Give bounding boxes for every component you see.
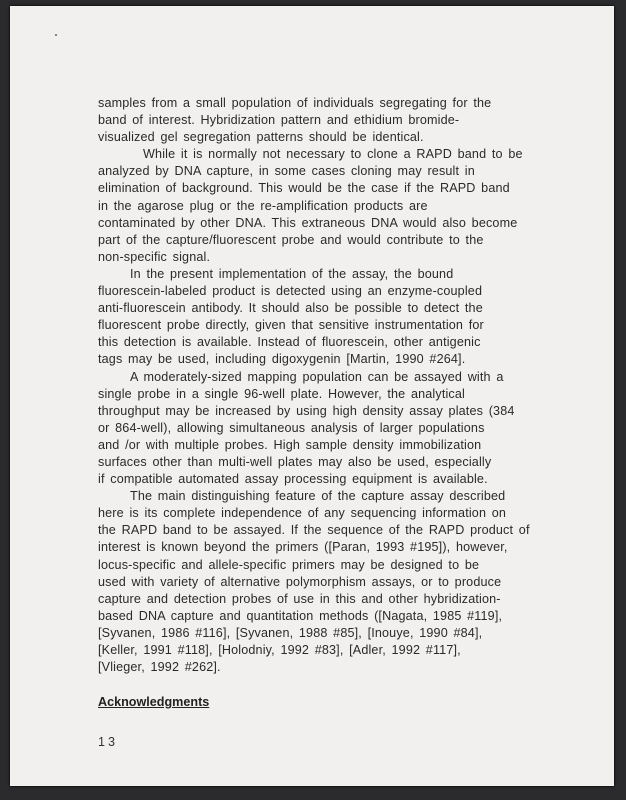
body-text	[98, 95, 530, 676]
text-line: tags may be used, including digoxygenin [Martin, 1990 #264].	[98, 352, 466, 367]
document-page	[10, 6, 614, 786]
text-line: in the agarose plug or the re-amplification products are	[98, 198, 428, 213]
text-line: While it is normally not necessary to clone a RAPD band to be	[143, 147, 523, 162]
text-line: surfaces other than multi-well plates may also be used, especially	[98, 454, 492, 469]
text-line: here is its complete independence of any sequencing information on	[98, 506, 507, 521]
text-line: used with variety of alternative polymorphism assays, or to produce	[98, 574, 502, 589]
text-line: elimination of background. This would be the case if the RAPD band	[98, 181, 510, 196]
text-line: if compatible automated assay processing equipment is available.	[98, 472, 488, 487]
text-line: band of interest. Hybridization pattern and ethidium bromide-	[98, 113, 460, 128]
text-line: [Syvanen, 1986 #116], [Syvanen, 1988 #85], [Inouye, 1990 #84],	[98, 625, 483, 640]
text-line: non-specific signal.	[98, 249, 211, 264]
text-line: anti-fluorescein antibody. It should also be possible to detect the	[98, 301, 483, 316]
text-line: part of the capture/fluorescent probe and would contribute to the	[98, 232, 484, 247]
text-line: and /or with multiple probes. High sample density immobilization	[98, 437, 482, 452]
text-line: fluorescein-labeled product is detected using an enzyme-coupled	[98, 284, 483, 299]
acknowledgments-heading: Acknowledgments	[98, 695, 210, 709]
text-line: this detection is available. Instead of fluorescein, other antigenic	[98, 335, 481, 350]
text-line: locus-specific and allele-specific primers may be designed to be	[98, 557, 480, 572]
text-line: [Vlieger, 1992 #262].	[98, 660, 221, 675]
text-line: In the present implementation of the assay, the bound	[130, 266, 454, 281]
text-line: fluorescent probe directly, given that sensitive instrumentation for	[98, 318, 484, 333]
text-line: contaminated by other DNA. This extraneous DNA would also become	[98, 215, 518, 230]
text-line: or 864-well), allowing simultaneous analysis of larger populations	[98, 420, 485, 435]
text-line: the RAPD band to be assayed. If the sequence of the RAPD product of	[98, 523, 530, 538]
text-line: based DNA capture and quantitation methods ([Nagata, 1985 #119],	[98, 608, 503, 623]
text-line: analyzed by DNA capture, in some cases cloning may result in	[98, 164, 475, 179]
text-line: single probe in a single 96-well plate. However, the analytical	[98, 386, 465, 401]
page-number: 13	[98, 735, 119, 749]
text-line: interest is known beyond the primers ([Paran, 1993 #195]), however,	[98, 540, 508, 555]
text-line: throughput may be increased by using high density assay plates (384	[98, 403, 515, 418]
text-line: [Keller, 1991 #118], [Holodniy, 1992 #83], [Adler, 1992 #117],	[98, 643, 461, 657]
text-line: A moderately-sized mapping population can be assayed with a	[130, 369, 504, 384]
text-line: samples from a small population of individuals segregating for the	[98, 96, 492, 110]
text-line: visualized gel segregation patterns should be identical.	[98, 130, 424, 145]
scan-speck	[55, 34, 57, 36]
text-line: The main distinguishing feature of the capture assay described	[130, 489, 506, 504]
text-line: capture and detection probes of use in this and other hybridization-	[98, 591, 501, 606]
